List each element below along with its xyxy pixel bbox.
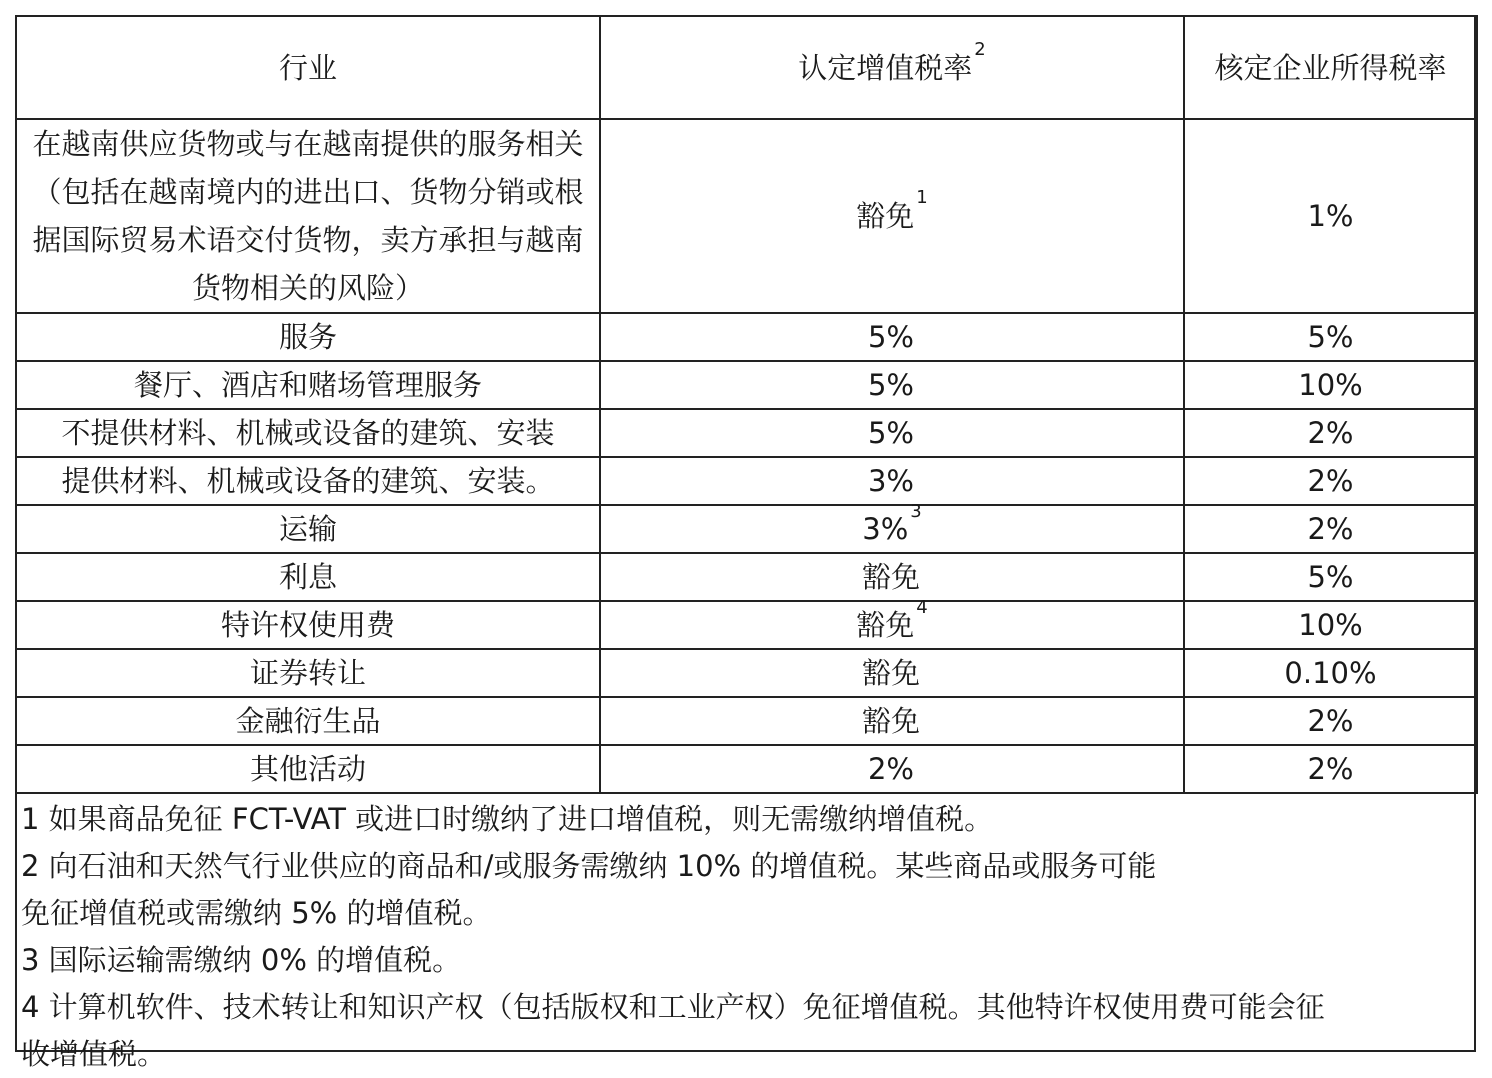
header-industry: 行业 bbox=[16, 16, 600, 119]
cell-industry: 其他活动 bbox=[16, 745, 600, 793]
cell-cit: 2% bbox=[1184, 697, 1477, 745]
table-row bbox=[16, 119, 1477, 313]
cell-vat: 豁免 bbox=[600, 553, 1184, 601]
table-row bbox=[16, 553, 1477, 601]
cell-industry: 运输 bbox=[16, 505, 600, 553]
footnote-line: 1 如果商品免征 FCT-VAT 或进口时缴纳了进口增值税，则无需缴纳增值税。 bbox=[21, 802, 994, 836]
cell-industry: 服务 bbox=[16, 313, 600, 361]
table-row bbox=[16, 649, 1477, 697]
cell-cit: 0.10% bbox=[1184, 649, 1477, 697]
cell-vat: 豁免 bbox=[600, 697, 1184, 745]
cell-cit: 2% bbox=[1184, 745, 1477, 793]
table-row bbox=[16, 457, 1477, 505]
table-body bbox=[16, 313, 1477, 793]
cell-industry: 提供材料、机械或设备的建筑、安装。 bbox=[16, 457, 600, 505]
footnotes bbox=[17, 794, 1474, 1078]
cell-cit: 2% bbox=[1184, 457, 1477, 505]
cell-vat: 3% bbox=[600, 457, 1184, 505]
cell-cit: 2% bbox=[1184, 409, 1477, 457]
cell-vat: 5% bbox=[600, 361, 1184, 409]
cell-vat: 2% bbox=[600, 745, 1184, 793]
cell-cit: 5% bbox=[1184, 553, 1477, 601]
cell-cit: 10% bbox=[1184, 601, 1477, 649]
table-row bbox=[16, 505, 1477, 553]
footnote-line: 2 向石油和天然气行业供应的商品和/或服务需缴纳 10% 的增值税。某些商品或服务可能 bbox=[21, 849, 1157, 883]
tax-table-frame bbox=[15, 15, 1476, 1071]
cell-industry: 不提供材料、机械或设备的建筑、安装 bbox=[16, 409, 600, 457]
footnote-line: 免征增值税或需缴纳 5% 的增值税。 bbox=[21, 896, 492, 930]
table-row bbox=[16, 697, 1477, 745]
table-row bbox=[16, 313, 1477, 361]
footnote-ref: 2 bbox=[974, 38, 986, 60]
cell-vat: 豁免$^4$ bbox=[600, 601, 1184, 649]
footnote-line: 收增值税。 bbox=[21, 1037, 167, 1071]
cell-vat: 豁免 bbox=[600, 649, 1184, 697]
cell-vat: 5% bbox=[600, 409, 1184, 457]
cell-industry: 特许权使用费 bbox=[16, 601, 600, 649]
footnote-ref: 1 bbox=[916, 187, 928, 208]
footnote-line: 3 国际运输需缴纳 0% 的增值税。 bbox=[21, 943, 462, 977]
tax-rate-table bbox=[15, 15, 1478, 794]
table-header-row bbox=[16, 16, 1477, 119]
table-row bbox=[16, 601, 1477, 649]
cell-industry: 利息 bbox=[16, 553, 600, 601]
cell-industry: 在越南供应货物或与在越南提供的服务相关（包括在越南境内的进出口、货物分销或根据国际贸易术语交付货物，卖方承担与越南货物相关的风险） bbox=[16, 119, 600, 313]
cell-cit: 5% bbox=[1184, 313, 1477, 361]
table-row bbox=[16, 409, 1477, 457]
cell-vat: 豁免$^1$ bbox=[600, 119, 1184, 313]
header-vat-rate: 认定增值税率$^2$ bbox=[600, 16, 1184, 119]
header-cit-rate: 核定企业所得税率 bbox=[1184, 16, 1477, 119]
cell-cit: 10% bbox=[1184, 361, 1477, 409]
table-row bbox=[16, 361, 1477, 409]
cell-vat: 5% bbox=[600, 313, 1184, 361]
footnote-ref: 3 bbox=[910, 501, 922, 522]
table-row bbox=[16, 745, 1477, 793]
footnote-ref: 4 bbox=[916, 597, 928, 618]
cell-industry: 证券转让 bbox=[16, 649, 600, 697]
cell-cit: 2% bbox=[1184, 505, 1477, 553]
cell-vat: 3%$^3$ bbox=[600, 505, 1184, 553]
cell-industry: 餐厅、酒店和赌场管理服务 bbox=[16, 361, 600, 409]
cell-industry: 金融衍生品 bbox=[16, 697, 600, 745]
cell-cit: 1% bbox=[1184, 119, 1477, 313]
footnote-line: 4 计算机软件、技术转让和知识产权（包括版权和工业产权）免征增值税。其他特许权使用费可能会征 bbox=[21, 990, 1325, 1024]
